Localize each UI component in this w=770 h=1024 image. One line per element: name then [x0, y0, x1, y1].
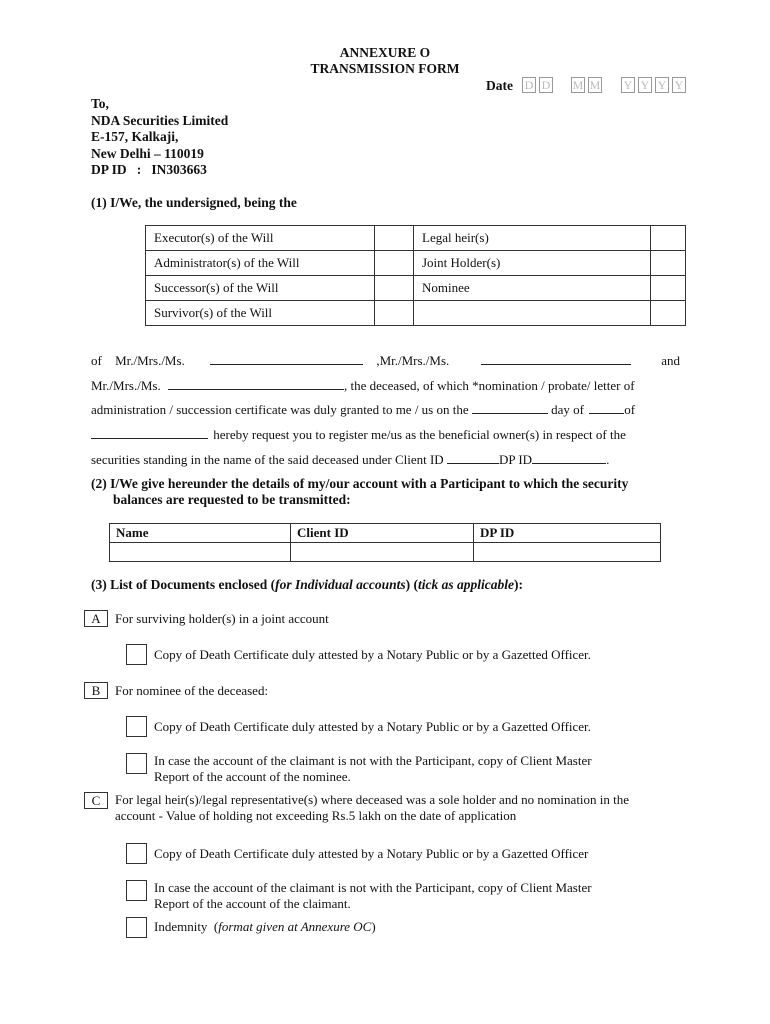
doc-c2-line-1: In case the account of the claimant is not with the Participant, copy of Client Master — [154, 880, 592, 895]
text-hereby-request: hereby request you to register me/us as the beneficial owner(s) in respect of the — [213, 427, 626, 442]
section-2-heading-line-2: balances are requested to be transmitted: — [113, 492, 351, 507]
doc-c2-checkbox[interactable] — [126, 880, 147, 901]
deceased-name-blank-1[interactable] — [210, 353, 363, 365]
capacity-nominee-checkbox[interactable] — [651, 276, 686, 301]
body-line-5 — [91, 452, 680, 467]
body-line-3 — [91, 402, 680, 417]
doc-c2-text — [154, 880, 592, 912]
capacity-legal-heir-checkbox[interactable] — [651, 226, 686, 251]
body-line-2 — [91, 378, 680, 393]
doc-c3-label: Indemnity ( — [154, 919, 219, 934]
section-3-heading — [91, 577, 523, 593]
doc-b2-line-1: In case the account of the claimant is not with the Participant, copy of Client Master — [154, 753, 592, 768]
column-client-id: Client ID — [291, 524, 474, 543]
doc-b1-text: Copy of Death Certificate duly attested by a Notary Public or by a Gazetted Officer. — [154, 719, 591, 734]
capacity-administrator-checkbox[interactable] — [375, 251, 414, 276]
address-block — [91, 96, 228, 179]
doc-c3-italic: format given at Annexure OC — [218, 919, 372, 934]
annexure-heading: ANNEXURE O — [339, 45, 431, 60]
text-mr: Mr./Mrs./Ms. — [115, 353, 185, 368]
name-input-cell[interactable] — [110, 543, 291, 562]
text-deceased: , the deceased, of which *nomination / probate/ letter of — [343, 378, 635, 393]
capacity-executor-checkbox[interactable] — [375, 226, 414, 251]
date-box-year-4[interactable]: Y — [672, 77, 686, 93]
capacity-empty — [414, 301, 651, 326]
section-3-heading-a: (3) List of Documents enclosed ( — [91, 577, 276, 592]
text-mr-3: Mr./Mrs./Ms. — [91, 378, 161, 393]
doc-c3-checkbox[interactable] — [126, 917, 147, 938]
column-dp-id: DP ID — [474, 524, 661, 543]
section-2-heading-line-1: (2) I/We give hereunder the details of my/our account with a Participant to which the security — [91, 476, 629, 491]
capacity-executor: Executor(s) of the Will — [146, 226, 375, 251]
doc-b2-checkbox[interactable] — [126, 753, 147, 774]
deceased-name-blank-2[interactable] — [481, 353, 631, 365]
text-mr-2: ,Mr./Mrs./Ms. — [376, 353, 450, 368]
capacity-nominee: Nominee — [414, 276, 651, 301]
date-box-year-2[interactable]: Y — [638, 77, 652, 93]
doc-c3-text — [154, 919, 376, 935]
date-box-month-1[interactable]: M — [572, 78, 584, 92]
address-dpid: DP ID : IN303663 — [91, 162, 207, 177]
capacity-empty-checkbox[interactable] — [651, 301, 686, 326]
capacity-administrator: Administrator(s) of the Will — [146, 251, 375, 276]
doc-b2-text — [154, 753, 592, 785]
dp-id-blank[interactable] — [532, 452, 606, 464]
address-street: E-157, Kalkaji, — [91, 129, 179, 144]
body-line-1 — [91, 353, 680, 368]
capacity-table — [145, 225, 686, 326]
text-of-2: of — [624, 402, 636, 417]
doc-c1-checkbox[interactable] — [126, 843, 147, 864]
address-to: To, — [91, 96, 109, 111]
category-a-text: For surviving holder(s) in a joint account — [115, 611, 329, 626]
table-row — [110, 543, 661, 562]
section-1-heading: (1) I/We, the undersigned, being the — [91, 195, 297, 210]
capacity-successor-checkbox[interactable] — [375, 276, 414, 301]
doc-b2-line-2: Report of the account of the nominee. — [154, 769, 351, 784]
section-3-heading-e: ): — [514, 577, 523, 592]
capacity-survivor-checkbox[interactable] — [375, 301, 414, 326]
client-id-input-cell[interactable] — [291, 543, 474, 562]
text-day-of: day of — [551, 402, 584, 417]
dp-id-input-cell[interactable] — [474, 543, 661, 562]
category-c-line-2: account - Value of holding not exceeding Rs.5 lakh on the date of application — [115, 808, 517, 823]
text-dp-id: DP ID — [498, 452, 533, 467]
date-box-year-3[interactable]: Y — [655, 77, 669, 93]
date-box-year-1[interactable]: Y — [621, 77, 635, 93]
table-row — [146, 226, 686, 251]
capacity-joint-holder-checkbox[interactable] — [651, 251, 686, 276]
text-administration: administration / succession certificate was duly granted to me / us on the — [91, 402, 469, 417]
category-a-label: A — [84, 610, 108, 627]
doc-b1-checkbox[interactable] — [126, 716, 147, 737]
capacity-legal-heir: Legal heir(s) — [414, 226, 651, 251]
category-c-label: C — [84, 792, 108, 809]
category-c-line-1: For legal heir(s)/legal representative(s) where deceased was a sole holder and no nomination in the — [115, 792, 630, 807]
doc-a1-checkbox[interactable] — [126, 644, 147, 665]
text-securities: securities standing in the name of the said deceased under Client ID — [91, 452, 444, 467]
section-3-heading-italic-2: tick as applicable — [418, 577, 514, 592]
body-line-4 — [91, 427, 680, 442]
grant-month-blank[interactable] — [589, 402, 624, 414]
date-box-month-2[interactable]: M — [589, 78, 601, 92]
deceased-name-blank-3[interactable] — [168, 378, 344, 390]
doc-c2-line-2: Report of the account of the claimant. — [154, 896, 351, 911]
table-row — [146, 251, 686, 276]
capacity-survivor: Survivor(s) of the Will — [146, 301, 375, 326]
date-label: Date — [486, 78, 513, 93]
category-b-label: B — [84, 682, 108, 699]
text-and: and — [661, 353, 680, 368]
capacity-joint-holder: Joint Holder(s) — [414, 251, 651, 276]
capacity-successor: Successor(s) of the Will — [146, 276, 375, 301]
text-period: . — [606, 452, 610, 467]
category-c-text — [115, 792, 629, 824]
date-box-day-2[interactable]: D — [539, 77, 553, 93]
grant-date-blank[interactable] — [472, 402, 548, 414]
form-title: TRANSMISSION FORM — [310, 61, 460, 76]
grant-year-blank[interactable] — [91, 427, 208, 439]
doc-c1-text: Copy of Death Certificate duly attested by a Notary Public or by a Gazetted Officer — [154, 846, 589, 861]
category-b-text: For nominee of the deceased: — [115, 683, 269, 698]
date-box-day-1[interactable]: D — [522, 77, 536, 93]
client-id-blank[interactable] — [447, 452, 499, 464]
table-row — [146, 276, 686, 301]
column-name: Name — [110, 524, 291, 543]
section-3-heading-c: ) ( — [405, 577, 419, 592]
doc-c3-close: ) — [371, 919, 376, 934]
address-company: NDA Securities Limited — [91, 112, 229, 128]
text-of: of — [91, 353, 102, 368]
table-header-row — [110, 524, 661, 543]
section-3-heading-italic-1: for Individual accounts — [275, 577, 406, 592]
account-details-table — [109, 523, 661, 562]
doc-a1-text: Copy of Death Certificate duly attested by a Notary Public or by a Gazetted Officer. — [154, 647, 591, 662]
address-city: New Delhi – 110019 — [91, 145, 204, 161]
table-row — [146, 301, 686, 326]
